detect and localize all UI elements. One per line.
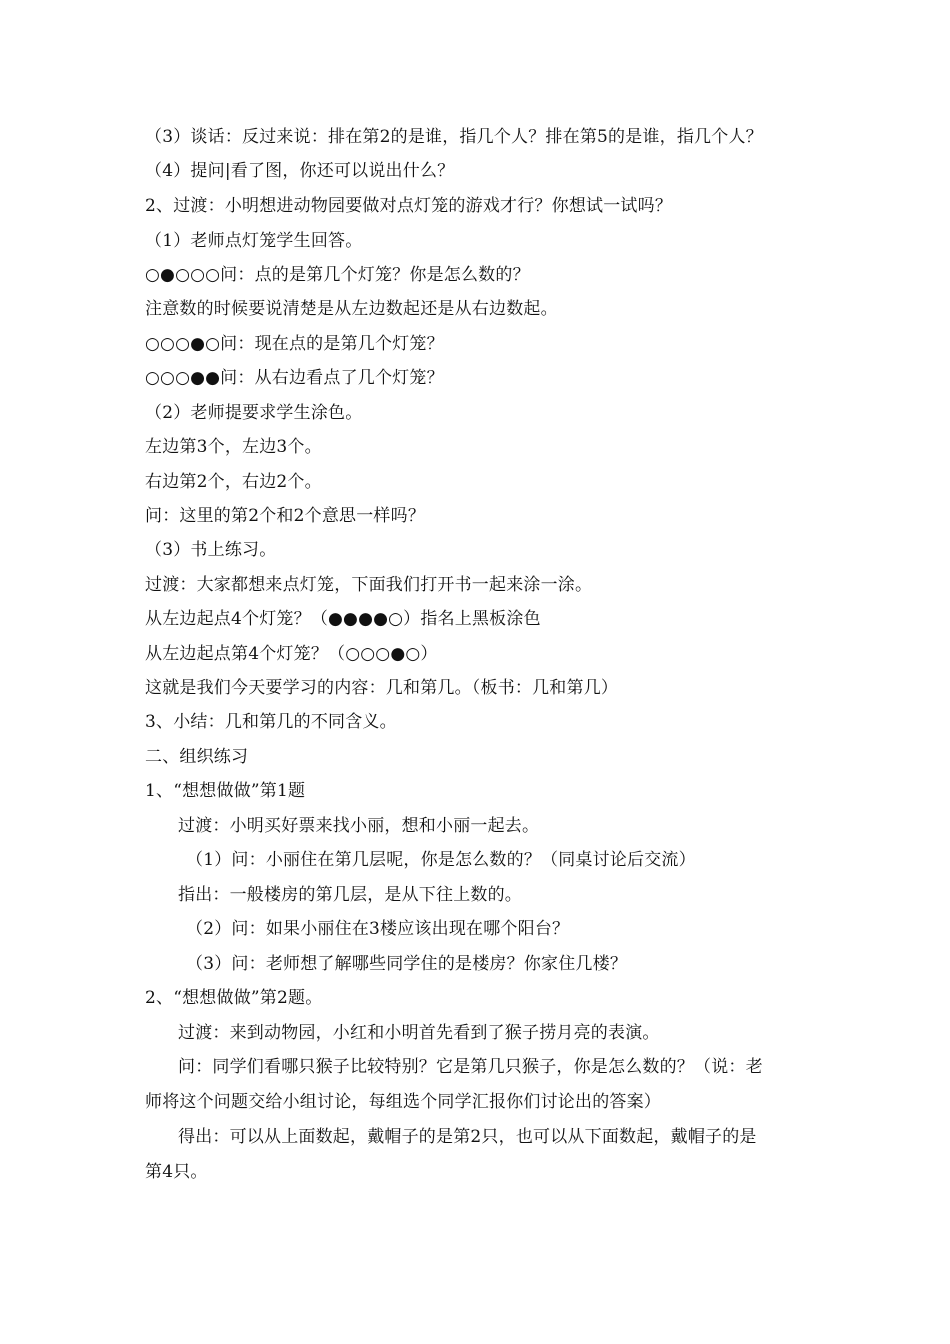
text-line: 过渡：小明买好票来找小丽，想和小丽一起去。	[178, 816, 540, 836]
text-line: 从左边起点4个灯笼？（●●●●○）指名上黑板涂色	[145, 609, 541, 629]
text-line: （3）问：老师想了解哪些同学住的是楼房？你家住几楼？	[186, 954, 628, 974]
text-line: 这就是我们今天要学习的内容：几和第几。（板书：几和第几）	[145, 678, 619, 698]
text-line: （4）提问|看了图，你还可以说出什么？	[145, 161, 455, 181]
text-line: 注意数的时候要说清楚是从左边数起还是从右边数起。	[145, 299, 558, 319]
text-line: 2、“想想做做”第2题。	[145, 988, 323, 1008]
text-line: 师将这个问题交给小组讨论，每组选个同学汇报你们讨论出的答案）	[145, 1092, 661, 1112]
text-line: ○○○●●问：从右边看点了几个灯笼？	[145, 368, 444, 388]
text-line: 从左边起点第4个灯笼？（○○○●○）	[145, 644, 438, 664]
text-line: 得出：可以从上面数起，戴帽子的是第2只，也可以从下面数起，戴帽子的是	[178, 1127, 757, 1147]
text-line: （3）谈话：反过来说：排在第2的是谁，指几个人？排在第5的是谁，指几个人？	[145, 127, 763, 147]
text-line: （2）老师提要求学生涂色。	[145, 403, 363, 423]
text-line: （2）问：如果小丽住在3楼应该出现在哪个阳台？	[186, 919, 570, 939]
text-line: 二、组织练习	[145, 747, 249, 767]
text-line: 指出：一般楼房的第几层，是从下往上数的。	[178, 885, 522, 905]
text-line: 过渡：来到动物园，小红和小明首先看到了猴子捞月亮的表演。	[178, 1023, 660, 1043]
text-line: （1）问：小丽住在第几层呢，你是怎么数的？（同桌讨论后交流）	[186, 850, 696, 870]
text-line: 1、“想想做做”第1题	[145, 781, 306, 801]
text-line: 3、小结：几和第几的不同含义。	[145, 712, 397, 732]
text-line: （1）老师点灯笼学生回答。	[145, 231, 363, 251]
text-line: 左边第3个，左边3个。	[145, 437, 322, 457]
text-line: （3）书上练习。	[145, 540, 277, 560]
text-line: 第4只。	[145, 1162, 208, 1182]
text-line: 问：这里的第2个和2个意思一样吗？	[145, 506, 426, 526]
text-line: ○●○○○问：点的是第几个灯笼？你是怎么数的？	[145, 265, 530, 285]
text-line: 问：同学们看哪只猴子比较特别？它是第几只猴子，你是怎么数的？（说：老	[178, 1057, 763, 1077]
text-line: 2、过渡：小明想进动物园要做对点灯笼的游戏才行？你想试一试吗？	[145, 196, 673, 216]
text-line: ○○○●○问：现在点的是第几个灯笼？	[145, 334, 444, 354]
text-line: 右边第2个，右边2个。	[145, 472, 322, 492]
text-line: 过渡：大家都想来点灯笼，下面我们打开书一起来涂一涂。	[145, 575, 593, 595]
